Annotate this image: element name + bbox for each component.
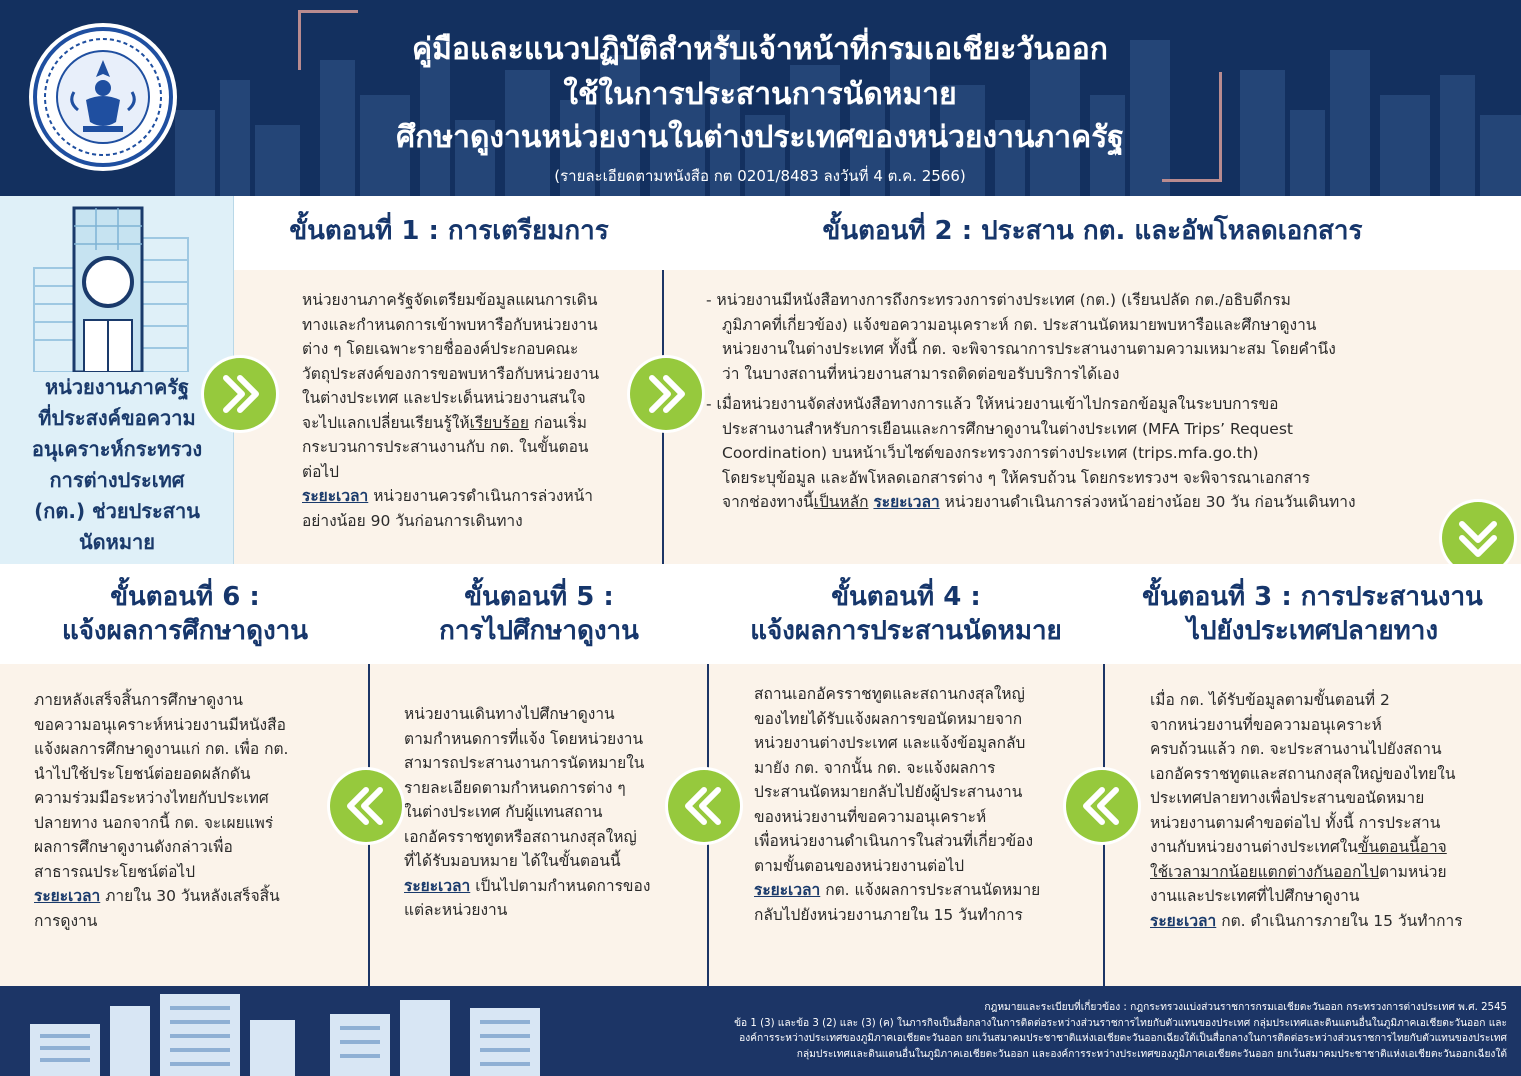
text-line: ในต่างประเทศ กับผู้แทนสถาน (404, 803, 603, 821)
text-line: ภูมิภาคที่เกี่ยวข้อง) แจ้งขอความอนุเคราะห์ กต. ประสานนัดหมายพบหารือและศึกษาดูงาน (722, 315, 1317, 334)
text-line: หน่วยงานภาครัฐจัดเตรียมข้อมูลแผนการเดิน (302, 291, 598, 309)
text-line: มายัง กต. จากนั้น กต. จะแจ้งผลการ (754, 758, 996, 777)
text-line: ความร่วมมือระหว่างไทยกับประเทศ (34, 789, 269, 807)
text-line: อย่างน้อย 90 วันก่อนการเดินทาง (302, 511, 523, 530)
text-line: สาธารณประโยชน์ต่อไป (34, 862, 196, 881)
text-line: ขอความอนุเคราะห์หน่วยงานมีหนังสือ (34, 715, 286, 734)
text-line: ตามกำหนดการที่แจ้ง โดยหน่วยงาน (404, 729, 644, 748)
header-banner (0, 0, 1521, 196)
text-line: รายละเอียดตามกำหนดการต่าง ๆ (404, 778, 626, 797)
agency-line: นัดหมาย (79, 530, 155, 554)
step2-timeframe: จากช่องทางนี้เป็นหลัก ระยะเวลา หน่วยงานดำเนินการล่วงหน้าอย่างน้อย 30 วัน ก่อนวันเดินทาง (722, 493, 1356, 511)
step3-timeframe: ระยะเวลา กต. ดำเนินการภายใน 15 วันทำการ (1150, 911, 1463, 930)
agency-line: ที่ประสงค์ขอความ (38, 406, 196, 430)
agency-line: การต่างประเทศ (49, 468, 185, 492)
text-line: ของไทยได้รับแจ้งผลการขอนัดหมายจาก (754, 709, 1023, 728)
page-title-line-3: ศึกษาดูงานหน่วยงานในต่างประเทศของหน่วยงานภาครัฐ (396, 120, 1124, 155)
step3-heading: ขั้นตอนที่ 3 : การประสานงาน ไปยังประเทศปลายทาง (1142, 582, 1483, 646)
text-line: กลุ่มประเทศและดินแดนอื่นในภูมิภาคเอเชียตะวันออก และองค์การระหว่างประเทศของภูมิภาคเอเชียตะวันออก ยกเว้นสมาคมประชาชาติแห่งเอเชียตะวันออกเฉียงใต้ (796, 1048, 1507, 1060)
text-line: ประสานงานสำหรับการเยือนและการศึกษาดูงานในต่างประเทศ (MFA Trips’ Request (722, 419, 1293, 438)
legal-references (607, 1000, 1507, 1062)
text-line: จะไปแลกเปลี่ยนเรียนรู้ให้เรียบร้อย ก่อนเริ่ม (302, 413, 587, 432)
agency-line: หน่วยงานภาครัฐ (44, 375, 190, 399)
text-line: ต่าง ๆ โดยเฉพาะรายชื่อองค์ประกอบคณะ (302, 340, 579, 358)
text-line: เอกอัครราชทูตหรือสถานกงสุลใหญ่ (404, 827, 637, 846)
text-line: กระบวนการประสานงานกับ กต. ในขั้นตอน (302, 438, 589, 456)
step3-body (1150, 688, 1500, 933)
text-line: การดูงาน (34, 911, 98, 930)
text-line: ต่อไป (302, 462, 340, 481)
text-line: หน่วยงานเดินทางไปศึกษาดูงาน (404, 705, 615, 723)
building-icon (0, 196, 234, 372)
text-line: ประสานนัดหมายกลับไปยังผู้ประสานงาน (754, 783, 1023, 801)
text-line: วัตถุประสงค์ของการขอพบหารือกับหน่วยงาน (302, 364, 600, 383)
text-line: Coordination) บนหน้าเว็บไซต์ของกระทรวงการต่างประเทศ (trips.mfa.go.th) (722, 444, 1259, 462)
text-line: หน่วยงานตามคำขอต่อไป ทั้งนี้ การประสาน (1150, 813, 1441, 832)
text-line: กลับไปยังหน่วยงานภายใน 15 วันทำการ (754, 905, 1023, 924)
chevron-right-icon (630, 358, 702, 430)
text-line: ทางและกำหนดการเข้าพบหารือกับหน่วยงาน (302, 315, 598, 334)
text-line: ว่า ในบางสถานที่หน่วยงานสามารถติดต่อขอรับบริการได้เอง (722, 364, 1120, 383)
text-line: - เมื่อหน่วยงานจัดส่งหนังสือทางการแล้ว ให้หน่วยงานเข้าไปกรอกข้อมูลในระบบการขอ (706, 395, 1279, 413)
step2-body (706, 288, 1451, 515)
step2-heading: ขั้นตอนที่ 2 : ประสาน กต. และอัพโหลดเอกสาร (822, 216, 1363, 246)
step6-timeframe: ระยะเวลา ภายใน 30 วันหลังเสร็จสิ้น (34, 887, 280, 905)
text-line: หน่วยงานต่างประเทศ และแจ้งข้อมูลกลับ (754, 734, 1026, 752)
text-line: องค์การระหว่างประเทศของภูมิภาคเอเชียตะวันออก ยกเว้นสมาคมประชาชาติแห่งเอเชียตะวันออกเฉียงใต้เป็นสื่อกลางในการติดต่อระหว่างส่วนราชการไทยกับตัวแทนของประเทศ (739, 1033, 1507, 1044)
text-line: โดยระบุข้อมูล และอัพโหลดเอกสารต่าง ๆ ให้ครบถ้วน โดยกระทรวงฯ จะพิจารณาเอกสาร (722, 468, 1311, 487)
step5-body (404, 702, 694, 923)
text-line: ข้อ 1 (3) และข้อ 3 (2) และ (3) (ค) ในภารกิจเป็นสื่อกลางในการติดต่อระหว่างส่วนราชการไทยกับตัวแทนของประเทศ กลุ่มประเทศและดินแดนอื่นในภูมิภาคเอเชียตะวันออก และ (734, 1017, 1507, 1029)
text-line: งานและประเทศที่ไปศึกษาดูงาน (1150, 887, 1360, 905)
text-line: ผลการศึกษาดูงานดังกล่าวเพื่อ (34, 838, 233, 856)
text-line: แต่ละหน่วยงาน (404, 901, 508, 919)
text-line: ใช้เวลามากน้อยแตกต่างกันออกไปตามหน่วย (1150, 862, 1447, 881)
text-line: สามารถประสานงานการนัดหมายใน (404, 754, 645, 772)
text-line: ครบถ้วนแล้ว กต. จะประสานงานไปยังสถาน (1150, 740, 1442, 758)
page-title-line-2: ใช้ในการประสานการนัดหมาย (563, 77, 957, 112)
ministry-seal-logo (28, 22, 178, 172)
step1-heading: ขั้นตอนที่ 1 : การเตรียมการ (289, 216, 609, 246)
text-line: นำไปใช้ประโยชน์ต่อยอดผลักดัน (34, 764, 251, 783)
footer-buildings-graphic (0, 986, 600, 1076)
agency-description (0, 372, 234, 558)
text-line: กฎหมายและระเบียบที่เกี่ยวข้อง : กฎกระทรวงแบ่งส่วนราชการกรมเอเชียตะวันออก กระทรวงการต่างประเทศ พ.ศ. 2545 (984, 1002, 1507, 1013)
text-line: งานกับหน่วยงานต่างประเทศในขั้นตอนนี้อาจ (1150, 838, 1447, 856)
text-line: เมื่อ กต. ได้รับข้อมูลตามขั้นตอนที่ 2 (1150, 691, 1390, 709)
text-line: ของหน่วยงานที่ขอความอนุเคราะห์ (754, 807, 987, 826)
text-line: เอกอัครราชทูตและสถานกงสุลใหญ่ของไทยใน (1150, 764, 1456, 783)
step4-timeframe: ระยะเวลา กต. แจ้งผลการประสานนัดหมาย (754, 881, 1041, 899)
chevron-left-icon (668, 770, 740, 842)
top-steps-section (0, 196, 1521, 564)
text-line: เพื่อหน่วยงานดำเนินการในส่วนที่เกี่ยวข้อง (754, 832, 1034, 850)
text-line: ประเทศปลายทางเพื่อประสานขอนัดหมาย (1150, 789, 1425, 807)
page-subtitle-reference: (รายละเอียดตามหนังสือ กต 0201/8483 ลงวันที่ 4 ต.ค. 2566) (554, 167, 966, 185)
step6-body (34, 688, 344, 933)
text-line: จากหน่วยงานที่ขอความอนุเคราะห์ (1150, 715, 1382, 734)
text-line: ตามขั้นตอนของหน่วยงานต่อไป (754, 856, 965, 875)
step5-timeframe: ระยะเวลา เป็นไปตามกำหนดการของ (404, 876, 651, 895)
footer (0, 986, 1521, 1076)
text-line: - หน่วยงานมีหนังสือทางการถึงกระทรวงการต่างประเทศ (กต.) (เรียนปลัด กต./อธิบดีกรม (706, 291, 1291, 309)
bottom-steps-section (0, 564, 1521, 986)
text-line: ภายหลังเสร็จสิ้นการศึกษาดูงาน (34, 691, 244, 709)
text-line: ปลายทาง นอกจากนี้ กต. จะเผยแพร่ (34, 813, 274, 832)
step1-body (302, 288, 620, 533)
chevron-left-icon (1066, 770, 1138, 842)
text-line: ที่ได้รับมอบหมาย ได้ในขั้นตอนนี้ (404, 852, 621, 870)
text-line: ในต่างประเทศ และประเด็นหน่วยงานสนใจ (302, 389, 586, 407)
text-line: หน่วยงานในต่างประเทศ ทั้งนี้ กต. จะพิจารณาการประสานงานตามความเหมาะสม โดยคำนึง (722, 340, 1336, 358)
step4-heading: ขั้นตอนที่ 4 : แจ้งผลการประสานนัดหมาย (750, 582, 1062, 646)
step1-timeframe: ระยะเวลา หน่วยงานควรดำเนินการล่วงหน้า (302, 487, 594, 505)
text-line: สถานเอกอัครราชทูตและสถานกงสุลใหญ่ (754, 685, 1025, 703)
agency-line: อนุเคราะห์กระทรวง (31, 437, 203, 461)
chevron-left-icon (330, 770, 402, 842)
agency-box (0, 196, 234, 564)
step4-body (754, 682, 1074, 927)
step5-heading: ขั้นตอนที่ 5 : การไปศึกษาดูงาน (439, 582, 639, 646)
chevron-right-icon (204, 358, 276, 430)
page-title-line-1: คู่มือและแนวปฏิบัติสำหรับเจ้าหน้าที่กรมเอเชียะวันออก (412, 32, 1108, 67)
step6-heading: ขั้นตอนที่ 6 : แจ้งผลการศึกษาดูงาน (61, 582, 309, 646)
agency-line: (กต.) ช่วยประสาน (34, 499, 200, 523)
text-line: แจ้งผลการศึกษาดูงานแก่ กต. เพื่อ กต. (34, 740, 289, 758)
